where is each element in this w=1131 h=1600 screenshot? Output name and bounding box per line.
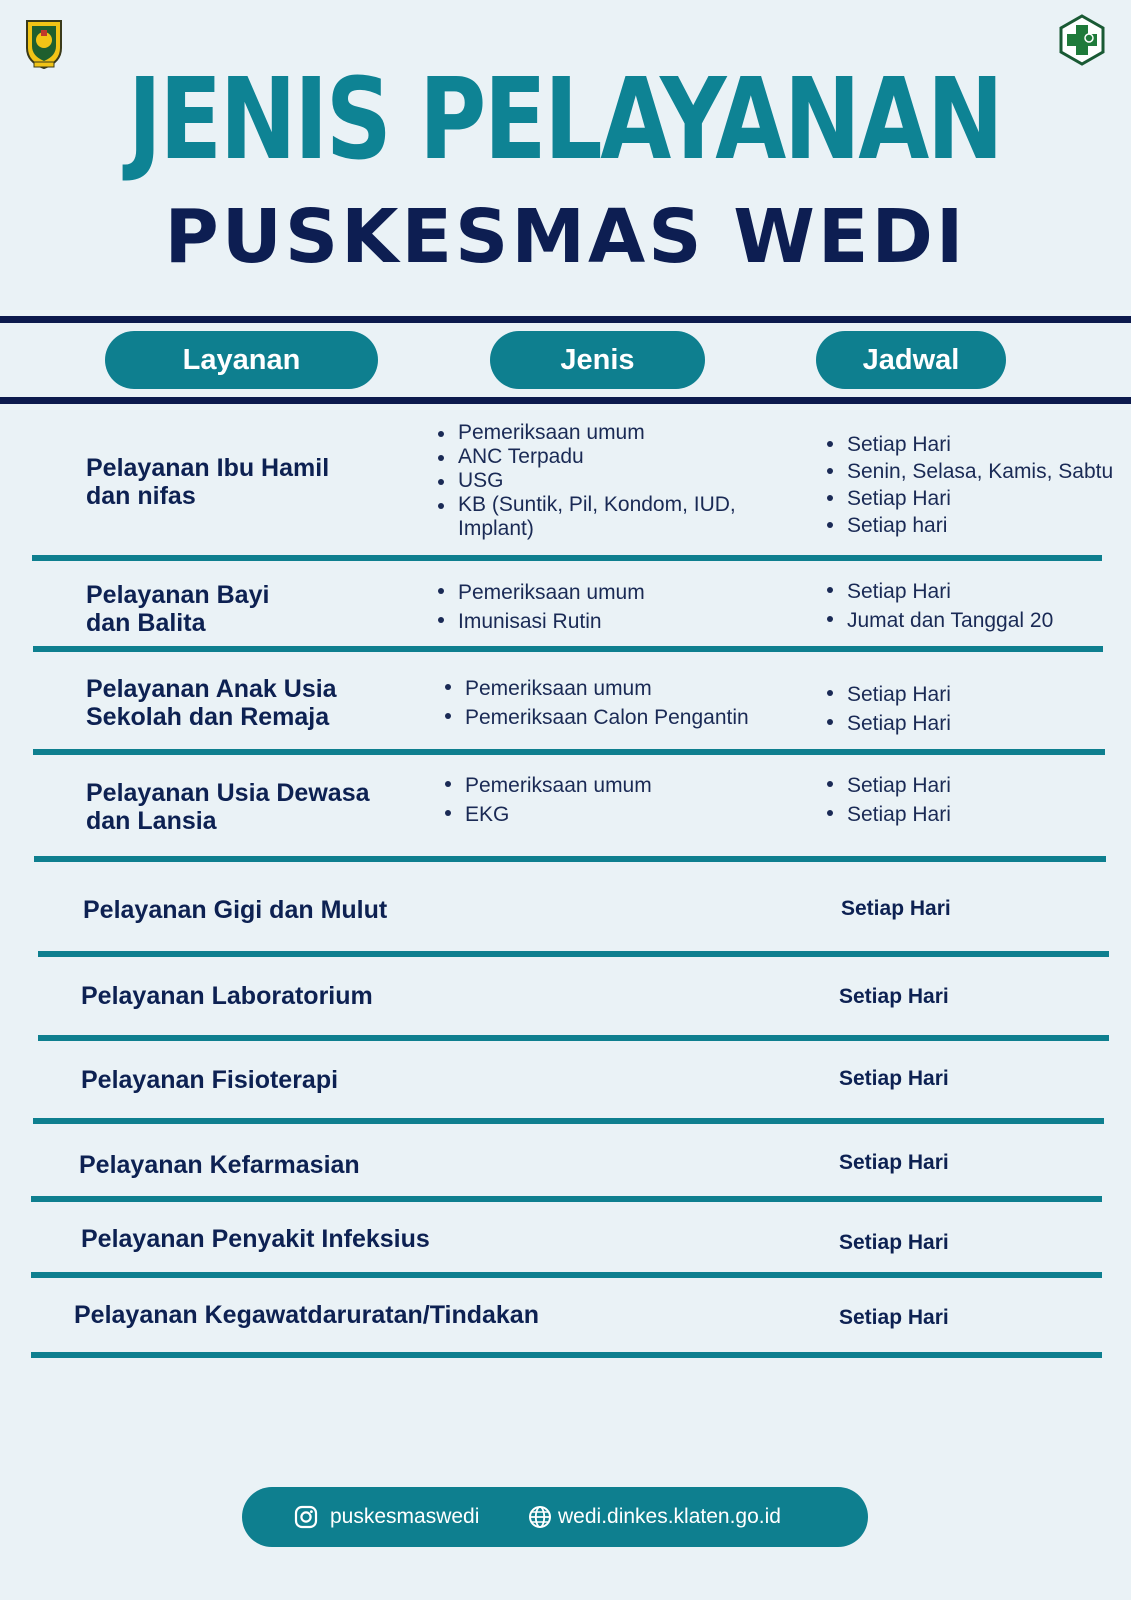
regency-emblem-icon [24, 18, 64, 70]
row-layanan [86, 581, 269, 637]
row-layanan [86, 675, 337, 731]
list-item: Pemeriksaan Calon Pengantin [443, 703, 749, 732]
row-layanan: Pelayanan Penyakit Infeksius [81, 1225, 430, 1253]
row-layanan-line: dan nifas [86, 482, 196, 510]
row-jenis-list [436, 578, 645, 636]
footer-instagram[interactable] [294, 1487, 479, 1547]
page-subtitle: PUSKESMAS WEDI [164, 194, 967, 280]
row-divider [33, 646, 1103, 652]
list-item: Setiap Hari [825, 680, 951, 709]
row-layanan-line: Pelayanan Bayi [86, 581, 270, 609]
header-top-rule [0, 316, 1131, 323]
row-jadwal-list [825, 431, 1113, 539]
row-jenis-list [436, 421, 768, 541]
list-item: Setiap hari [825, 512, 1113, 539]
row-layanan-line: dan Lansia [86, 807, 217, 835]
list-item: USG [436, 469, 768, 493]
row-layanan: Pelayanan Fisioterapi [81, 1066, 339, 1094]
row-jadwal: Setiap Hari [839, 1306, 949, 1329]
list-item: ANC Terpadu [436, 445, 768, 469]
row-divider [38, 951, 1109, 957]
row-layanan: Pelayanan Gigi dan Mulut [83, 896, 388, 924]
list-item: Setiap Hari [825, 577, 1053, 606]
header-bottom-rule [0, 397, 1131, 404]
row-divider [31, 1196, 1102, 1202]
row-layanan-line: dan Balita [86, 609, 206, 637]
row-layanan [86, 454, 329, 510]
row-jadwal: Setiap Hari [841, 897, 951, 920]
row-jadwal: Setiap Hari [839, 1067, 949, 1090]
page-title: JENIS PELAYANAN [127, 55, 1002, 185]
row-layanan [86, 779, 370, 835]
list-item: Jumat dan Tanggal 20 [825, 606, 1053, 635]
row-divider [38, 1035, 1109, 1041]
row-jadwal: Setiap Hari [839, 985, 949, 1008]
list-item: Pemeriksaan umum [436, 578, 645, 607]
row-divider [31, 1272, 1102, 1278]
list-item: Setiap Hari [825, 800, 951, 829]
list-item: Pemeriksaan umum [443, 674, 749, 703]
list-item: Senin, Selasa, Kamis, Sabtu [825, 458, 1113, 485]
row-layanan-line: Pelayanan Anak Usia [86, 675, 337, 703]
header-jenis: Jenis [490, 331, 705, 389]
list-item: Pemeriksaan umum [436, 421, 768, 445]
footer-website[interactable] [528, 1487, 781, 1547]
row-jadwal-list [825, 680, 951, 738]
website-url: wedi.dinkes.klaten.go.id [558, 1505, 781, 1528]
row-layanan: Pelayanan Kefarmasian [79, 1151, 360, 1179]
list-item: Setiap Hari [825, 709, 951, 738]
row-jadwal-list [825, 771, 951, 829]
row-divider [34, 856, 1106, 862]
row-jadwal: Setiap Hari [839, 1151, 949, 1174]
globe-icon [528, 1505, 552, 1529]
footer-bar [242, 1487, 868, 1547]
list-item: Imunisasi Rutin [436, 607, 645, 636]
header-layanan: Layanan [105, 331, 378, 389]
list-item: Pemeriksaan umum [443, 771, 652, 800]
row-jenis-list [443, 771, 652, 829]
instagram-handle: puskesmaswedi [330, 1505, 480, 1528]
row-divider [31, 1352, 1102, 1358]
row-layanan-line: Pelayanan Usia Dewasa [86, 779, 370, 807]
row-jenis-list [443, 674, 749, 732]
instagram-icon [294, 1505, 318, 1529]
row-divider [32, 555, 1102, 561]
row-jadwal: Setiap Hari [839, 1231, 949, 1254]
row-divider [33, 749, 1105, 755]
list-item: EKG [443, 800, 652, 829]
list-item: Setiap Hari [825, 771, 951, 800]
list-item: Setiap Hari [825, 431, 1113, 458]
row-jadwal-list [825, 577, 1053, 635]
list-item: Setiap Hari [825, 485, 1113, 512]
row-layanan-line: Pelayanan Ibu Hamil [86, 454, 330, 482]
row-divider [33, 1118, 1104, 1124]
row-layanan-line: Sekolah dan Remaja [86, 703, 330, 731]
puskesmas-cross-icon [1058, 14, 1106, 66]
row-layanan: Pelayanan Kegawatdaruratan/Tindakan [74, 1301, 539, 1329]
header-jadwal: Jadwal [816, 331, 1006, 389]
row-layanan: Pelayanan Laboratorium [81, 982, 373, 1010]
list-item: KB (Suntik, Pil, Kondom, IUD, Implant) [436, 493, 768, 541]
